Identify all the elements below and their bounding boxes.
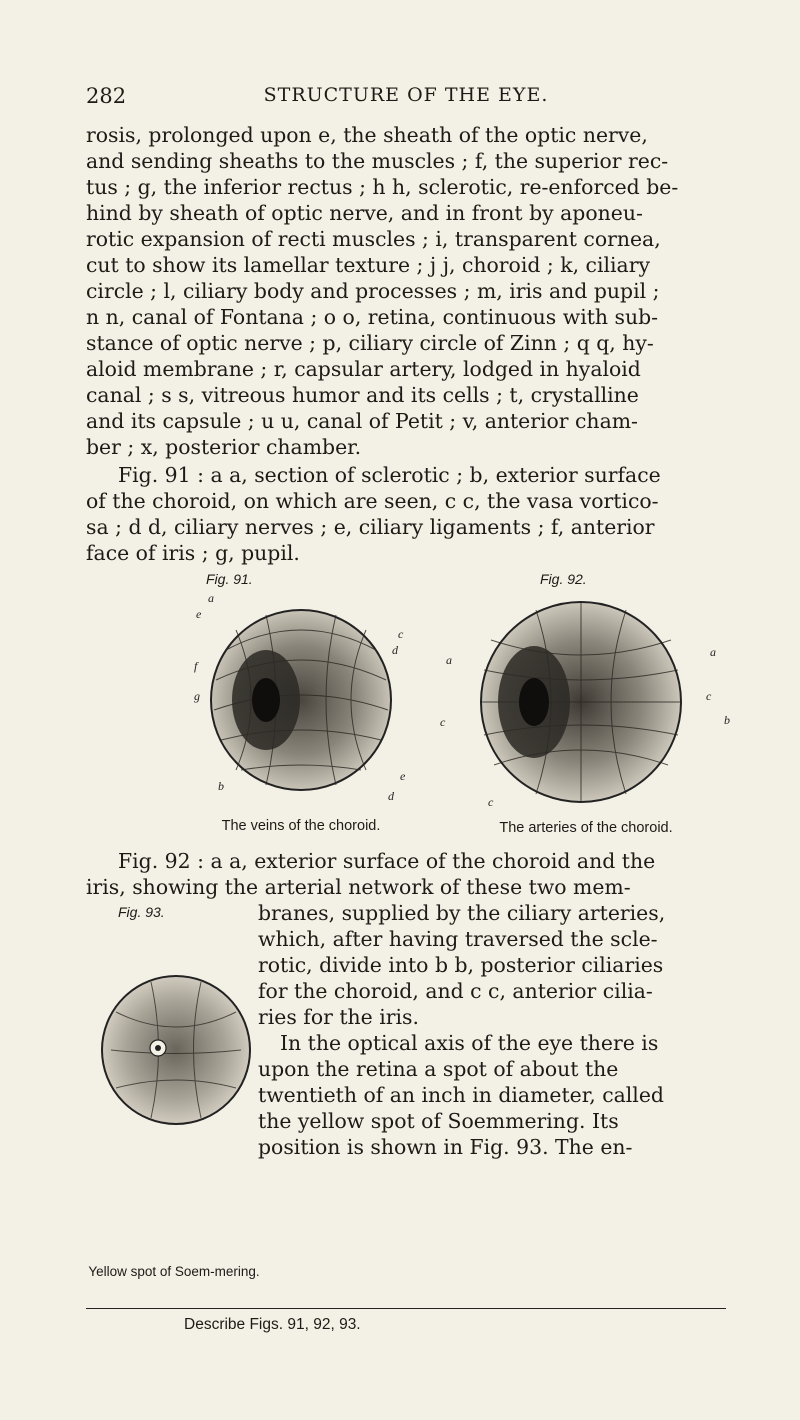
text-line: face of iris ; g, pupil. [86, 541, 300, 565]
running-head: STRUCTURE OF THE EYE. [263, 84, 549, 106]
fig92-letter: c [488, 795, 494, 809]
fig91-title: Fig. 91. [206, 571, 253, 587]
fig91-letter: e [400, 769, 406, 783]
paragraph-fig90-legend [86, 122, 726, 460]
page-header [86, 84, 726, 114]
fig91-letter: d [388, 789, 394, 803]
text-line: position is shown in Fig. 93. The en- [258, 1135, 633, 1159]
text-line: ber ; x, posterior chamber. [86, 435, 362, 459]
text-line: for the choroid, and c c, anterior cilia- [258, 979, 653, 1003]
text-line: sa ; d d, ciliary nerves ; e, ciliary ligaments ; f, anterior [86, 515, 655, 539]
fig91-letter: b [218, 779, 224, 793]
fig93-illustration [96, 922, 256, 1254]
text-line: canal ; s s, vitreous humor and its cells ; t, crystalline [86, 383, 639, 407]
fig91-letter: d [392, 643, 398, 657]
fig91-letter: e [196, 607, 202, 621]
text-line: tus ; g, the inferior rectus ; h h, sclerotic, re-enforced be- [86, 175, 679, 199]
fig92-letter: a [710, 645, 716, 659]
fig91-letter: f [194, 659, 198, 673]
text-line: stance of optic nerve ; p, ciliary circle of Zinn ; q q, hy- [86, 331, 654, 355]
text-line: twentieth of an inch in diameter, called [258, 1083, 664, 1107]
fig92-letter: a [446, 653, 452, 667]
text-line: of the choroid, on which are seen, c c, the vasa vortico- [86, 489, 659, 513]
text-line: circle ; l, ciliary body and processes ; m, iris and pupil ; [86, 279, 660, 303]
text-line: cut to show its lamellar texture ; j j, choroid ; k, ciliary [86, 253, 650, 277]
paragraph-fig92-wrapped [258, 900, 728, 1160]
fig92-letter: c [440, 715, 446, 729]
paragraph-fig92-legend [86, 848, 726, 900]
footer-rule [86, 1308, 726, 1309]
text-line: Fig. 91 : a a, section of sclerotic ; b, exterior surface [118, 463, 661, 487]
fig91-letter: c [398, 627, 404, 641]
fig93-caption: Yellow spot of Soem-mering. [88, 1264, 260, 1279]
paragraph-fig91-legend [86, 462, 726, 566]
text-line: In the optical axis of the eye there is [280, 1031, 659, 1055]
fig92-title: Fig. 92. [540, 571, 587, 587]
fig92-letter: b [724, 713, 730, 727]
fig91-letter: g [194, 689, 200, 703]
fig93-title: Fig. 93. [118, 904, 165, 920]
text-line: n n, canal of Fontana ; o o, retina, continuous with sub- [86, 305, 659, 329]
text-line: the yellow spot of Soemmering. Its [258, 1109, 619, 1133]
text-line: aloid membrane ; r, capsular artery, lodged in hyaloid [86, 357, 641, 381]
text-line: which, after having traversed the scle- [258, 927, 658, 951]
text-line: rosis, prolonged upon e, the sheath of the optic nerve, [86, 123, 648, 147]
text-line: Fig. 92 : a a, exterior surface of the choroid and the [118, 849, 656, 873]
text-line: rotic expansion of recti muscles ; i, transparent cornea, [86, 227, 661, 251]
footer-question: Describe Figs. 91, 92, 93. [184, 1316, 361, 1333]
text-line: ries for the iris. [258, 1005, 419, 1029]
text-line: and its capsule ; u u, canal of Petit ; v, anterior cham- [86, 409, 638, 433]
text-line: branes, supplied by the ciliary arteries, [258, 901, 666, 925]
fig92-illustration [436, 590, 736, 820]
fig92-caption: The arteries of the choroid. [499, 820, 673, 836]
fig91-caption: The veins of the choroid. [221, 818, 381, 834]
fig91-illustration [186, 590, 416, 810]
text-line: rotic, divide into b b, posterior ciliaries [258, 953, 664, 977]
fig91-letter: a [208, 591, 214, 605]
text-line: and sending sheaths to the muscles ; f, the superior rec- [86, 149, 669, 173]
text-line: hind by sheath of optic nerve, and in front by aponeu- [86, 201, 643, 225]
fig92-letter: c [706, 689, 712, 703]
page-number: 282 [86, 84, 127, 108]
text-line: upon the retina a spot of about the [258, 1057, 619, 1081]
text-line: iris, showing the arterial network of these two mem- [86, 875, 631, 899]
